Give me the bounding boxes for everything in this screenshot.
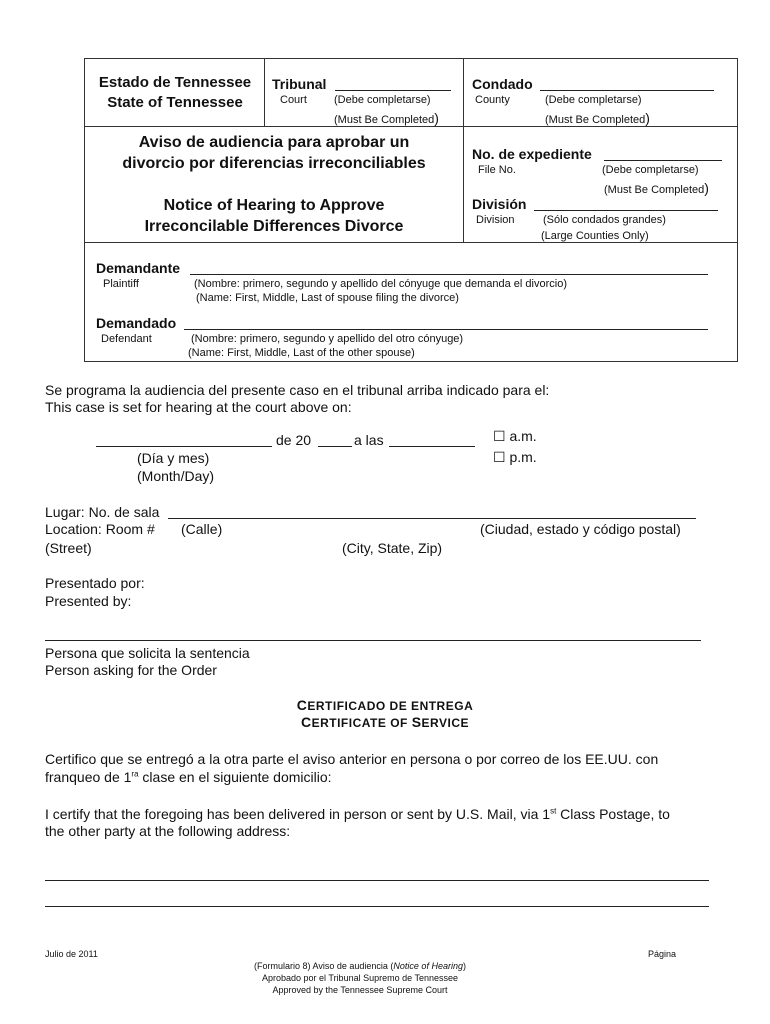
footer-date: Julio de 2011 [45,949,98,959]
hearing-intro-en: This case is set for hearing at the court above on: [45,399,352,415]
hearing-intro-es: Se programa la audiencia del presente caso en el tribunal arriba indicado para el: [45,382,550,398]
year-field-line[interactable] [318,446,352,447]
division-label-en: Division [476,214,515,226]
county-note-en: (Must Be Completed) [545,110,650,126]
file-note-en: (Must Be Completed) [604,180,709,196]
county-field-line[interactable] [540,90,714,91]
title-en-line2: Irreconcilable Differences Divorce [144,218,404,235]
daymonth-label-en: (Month/Day) [137,468,215,484]
presented-by-es: Presentado por: [45,575,145,591]
header-col-divider-2 [463,58,464,242]
plaintiff-label-es: Demandante [96,260,181,276]
pm-label: p.m. [509,449,537,465]
city-label-en: (City, State, Zip) [342,540,443,556]
county-label-es: Condado [472,76,533,92]
court-label-es: Tribunal [272,76,327,92]
defendant-label-es: Demandado [96,315,177,331]
file-field-line[interactable] [604,160,722,161]
location-room-en: Location: Room # [45,521,155,537]
daymonth-label-es: (Día y mes) [137,450,210,466]
court-note-en: (Must Be Completed) [334,110,439,126]
division-note-en: (Large Counties Only) [541,230,649,242]
am-label: a.m. [509,428,537,444]
certificate-text-es-2: franqueo de $1^{ra}$ clase en el siguiente domicilio: [45,769,332,785]
file-note-es: (Debe completarse) [602,164,699,176]
file-label-en: File No. [478,164,516,176]
person-asking-es: Persona que solicita la sentencia [45,645,250,661]
street-label-es: (Calle) [181,521,223,537]
defendant-note-en: (Name: First, Middle, Last of the other spouse) [188,347,415,359]
county-label-en: County [475,94,510,106]
court-note-es: (Debe completarse) [334,94,431,106]
plaintiff-note-es: (Nombre: primero, segundo y apellido del cónyuge que demanda el divorcio) [194,278,567,290]
plaintiff-field-line[interactable] [190,274,708,275]
division-note-es: (Sólo condados grandes) [543,214,666,226]
court-label-en: Court [280,94,307,106]
footer-page: Página [648,949,677,959]
state-label-es: Estado de Tennessee [98,74,252,91]
state-label-en: State of Tennessee [107,94,243,111]
certificate-text-es-1: Certifico que se entregó a la otra parte el aviso anterior en persona o por correo de los EE.UU. con [45,751,659,767]
footer-approved-en: Approved by the Tennessee Supreme Court [272,985,448,995]
footer-form: (Formulario 8) Aviso de audiencia (Notice of Hearing) [254,961,466,971]
de20-label: de 20 [276,432,312,448]
file-label-es: No. de expediente [472,146,592,162]
presented-by-en: Presented by: [45,593,132,609]
time-field-line[interactable] [389,446,475,447]
title-es-line2: divorcio por diferencias irreconciliables [122,155,426,172]
pm-checkbox[interactable]: ☐ [493,449,506,465]
alas-label: a las [354,432,384,448]
defendant-label-en: Defendant [101,333,152,345]
daymonth-field-line[interactable] [96,446,272,447]
defendant-field-line[interactable] [184,329,708,330]
address-line-2[interactable] [45,906,709,907]
header-col-divider-1 [264,58,265,126]
certificate-title-es: CERTIFICADO DE ENTREGA [296,697,474,713]
am-option[interactable] [493,428,537,445]
title-es-line1: Aviso de audiencia para aprobar un [138,134,410,151]
signature-line[interactable] [45,640,701,641]
division-field-line[interactable] [534,210,718,211]
plaintiff-label-en: Plaintiff [103,278,139,290]
location-field-line[interactable] [168,518,696,519]
title-en-line1: Notice of Hearing to Approve [163,197,385,214]
certificate-text-en-2: the other party at the following address: [45,823,291,839]
pm-option[interactable] [493,449,537,466]
person-asking-en: Person asking for the Order [45,662,217,678]
court-field-line[interactable] [335,90,451,91]
county-note-es: (Debe completarse) [545,94,642,106]
footer-approved-es: Aprobado por el Tribunal Supremo de Tennessee [262,973,458,983]
header-divider-2 [84,242,738,243]
am-checkbox[interactable]: ☐ [493,428,506,444]
certificate-text-en-1: I certify that the foregoing has been delivered in person or sent by U.S. Mail, via 1st Class Postage, to [45,806,670,822]
certificate-title-en: CERTIFICATE OF SERVICE [300,714,470,730]
header-divider-1 [84,126,738,127]
street-label-en: (Street) [45,540,92,556]
plaintiff-note-en: (Name: First, Middle, Last of spouse filing the divorce) [196,292,459,304]
address-line-1[interactable] [45,880,709,881]
division-label-es: División [472,196,527,212]
location-room-es: Lugar: No. de sala [45,504,160,520]
defendant-note-es: (Nombre: primero, segundo y apellido del otro cónyuge) [191,333,464,345]
city-label-es: (Ciudad, estado y código postal) [480,521,681,537]
